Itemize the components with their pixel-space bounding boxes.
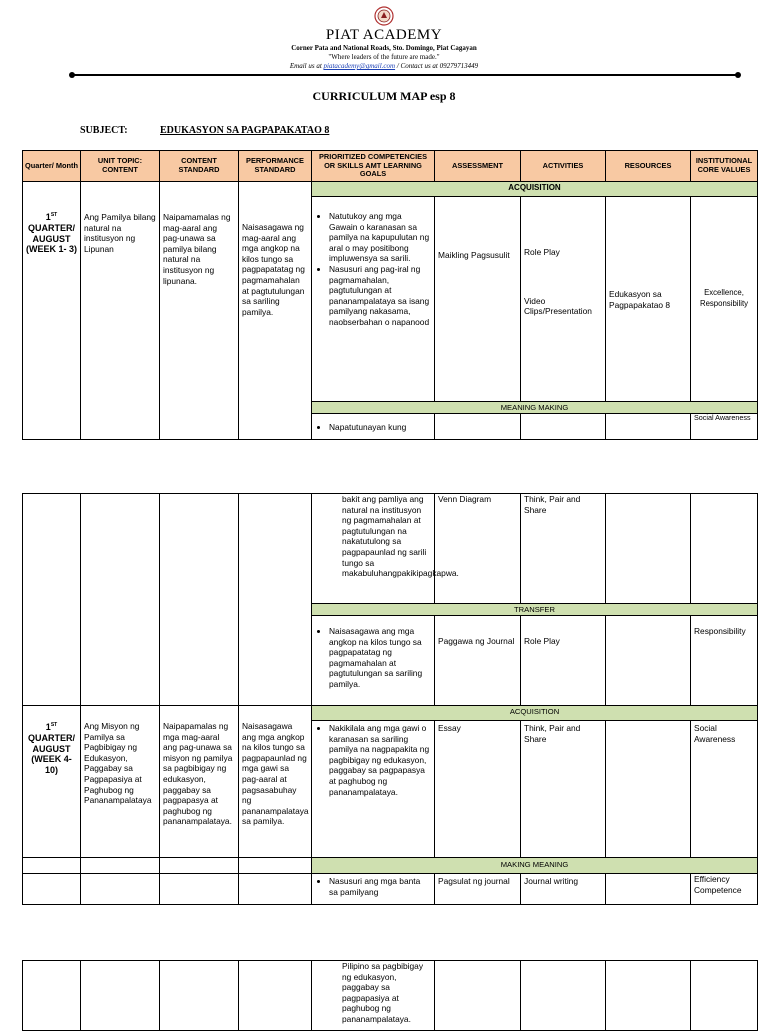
mm-resources-cell (606, 414, 691, 440)
acq-resources-cell (606, 721, 691, 858)
core-values-cell: Excellence, Responsibility (691, 197, 758, 402)
quarter-cell-empty (23, 494, 81, 706)
making-meaning-bar: MAKING MEANING (312, 858, 758, 874)
quarter-cell-empty (23, 961, 81, 1031)
content-standard-cell-empty (160, 858, 239, 874)
unit-topic-cell-empty (81, 858, 160, 874)
competency-cont-cell: bakit ang pamliya ang natural na institusyon ng pagmamahalan at pagtutulungan na nakatutulong sa pagpapaunlad ng sarili tungo sa makabuluhangpakikipagkapwa. (312, 494, 435, 604)
content-standard-cell-empty (160, 874, 239, 905)
transfer-assessment-cell: Paggawa ng Journal (435, 616, 521, 706)
mm-assessment-cell: Pagsulat ng journal (435, 874, 521, 905)
transfer-activities-cell: Role Play (521, 616, 606, 706)
competency-cont-cell: Pilipino sa pagbibigay ng edukasyon, paggabay sa pagpapasiya at paghubog ng pananampalataya. (312, 961, 435, 1031)
school-header (0, 6, 768, 71)
col-header-unit: UNIT TOPIC: CONTENT (81, 151, 160, 182)
assessment-cell: Maikling Pagsusulit (435, 197, 521, 402)
email-link[interactable]: piatacademy@gmail.com (323, 62, 396, 70)
performance-standard-cell-empty (239, 858, 312, 874)
content-standard-cell-empty (160, 494, 239, 706)
acquisition-bar: ACQUISITION (312, 706, 758, 721)
acquisition-bar: ACQUISITION (312, 182, 758, 197)
transfer-values-cell: Responsibility (691, 616, 758, 706)
performance-standard-cell-empty (239, 874, 312, 905)
content-standard-cell-empty (160, 961, 239, 1031)
quarter-cell (23, 706, 81, 858)
performance-standard-cell: Naisasagawa ang mga angkop na kilos tungo sa pagpapaunlad ng mga gawi sa pag-aaral at pagsasabuhay ng pananampalataya sa pamilya. (239, 706, 312, 858)
competency-item: • Nasusuri ang mga banta sa pamilyang (329, 876, 431, 897)
activity-item: Video Clips/Presentation (524, 295, 592, 317)
col-header-content: CONTENT STANDARD (160, 151, 239, 182)
col-header-resources: RESOURCES (606, 151, 691, 182)
content-standard-cell: Naipapamalas ng mga mag-aaral ang pag-unawa sa misyon ng pamilya sa pagbibigay ng edukasyon, paggabay sa pagpapasya at paghubog ng pananampalataya. (160, 706, 239, 858)
activities-cell (521, 197, 606, 402)
mm-resources-cell (606, 874, 691, 905)
school-motto: "Where leaders of the future are made." (328, 53, 440, 61)
acq-assessment-cell: Essay (435, 721, 521, 858)
col-header-activities: ACTIVITIES (521, 151, 606, 182)
quarter-number: 1 (45, 212, 51, 222)
unit-topic-cell: Ang Pamilya bilang natural na institusyon ng Lipunan (81, 182, 160, 440)
curriculum-table-2 (22, 493, 758, 905)
transfer-resources-cell (606, 616, 691, 706)
competency-item: • Naisasagawa ang mga angkop na kilos tungo sa pagpapatatag ng pagmamahalan at pagtutulungan sa sariling pamilya. (329, 626, 431, 690)
activities-cell: Think, Pair and Share (521, 494, 606, 604)
mm-values-cell: Efficiency Competence (691, 874, 758, 905)
quarter-suffix: ST (50, 722, 58, 728)
col-header-quarter: Quarter/ Month (23, 151, 81, 182)
competency-cell (312, 197, 435, 402)
assessment-cell-empty (435, 961, 521, 1031)
assessment-cell: Venn Diagram (435, 494, 521, 604)
quarter-cell-empty (23, 858, 81, 874)
rule-right-dot (735, 72, 741, 78)
subject-label: SUBJECT: (80, 125, 128, 136)
resources-cell-empty (606, 961, 691, 1031)
performance-standard-cell-empty (239, 494, 312, 706)
curriculum-table-1 (22, 150, 758, 440)
school-seal-icon (374, 6, 394, 26)
col-header-performance: PERFORMANCE STANDARD (239, 151, 312, 182)
quarter-cell (23, 182, 81, 440)
document-title: CURRICULUM MAP esp 8 (312, 89, 456, 103)
acq-competency-cell (312, 721, 435, 858)
competency-item: • Nakikilala ang mga gawi o karanasan sa sariling pamilya na nagpapakita ng pagbibigay ng edukasyon, paggabay sa pagpapasya at paghubog ng pananampalataya. (329, 723, 431, 797)
activity-item: Role Play (524, 247, 560, 257)
unit-topic-cell-empty (81, 961, 160, 1031)
activities-cell-empty (521, 961, 606, 1031)
competency-item: • Nasusuri ang pag-iral ng pagmamahalan, pagtutulungan at pananampalataya sa isang pamilyang nakasama, naobserbahan o napanood (329, 264, 431, 328)
core-values-cell (691, 494, 758, 604)
mm-activities-cell: Journal writing (521, 874, 606, 905)
col-header-values: INSTITUTIONAL CORE VALUES (691, 151, 758, 182)
competency-item: • Natutukoy ang mga Gawain o karanasan sa pamilya na kapupulutan ng aral o may positibong impluwensya sa sarili. (329, 211, 431, 264)
resources-cell (606, 494, 691, 604)
unit-topic-cell-empty (81, 874, 160, 905)
meaning-making-bar: MEANING MAKING (312, 402, 758, 414)
school-address: Corner Pata and National Roads, Sto. Domingo, Piat Cagayan (291, 44, 477, 52)
acq-activities-cell: Think, Pair and Share (521, 721, 606, 858)
contact-line (0, 62, 768, 71)
unit-topic-cell-empty (81, 494, 160, 706)
unit-topic-cell: Ang Misyon ng Pamilya sa Pagbibigay ng Edukasyon, Paggabay sa Pagpapasiya at Paghubog ng Pananampalataya (81, 706, 160, 858)
mm-competency-cell (312, 874, 435, 905)
curriculum-table-3 (22, 960, 758, 1031)
header-rule (72, 74, 738, 76)
email-prefix: Email us at (289, 62, 322, 70)
competency-item: • Napatutunayan kung (329, 422, 431, 433)
mm-competency-cell (312, 414, 435, 440)
mm-values-cell: Social Awareness (691, 414, 758, 440)
resources-cell: Edukasyon sa Pagpapakatao 8 (606, 197, 691, 402)
quarter-text: QUARTER/ AUGUST (WEEK 1- 3) (26, 222, 78, 255)
quarter-number: 1 (45, 722, 51, 732)
transfer-competency-cell (312, 616, 435, 706)
col-header-assessment: ASSESSMENT (435, 151, 521, 182)
performance-standard-cell: Naisasagawa ng mag-aaral ang mga angkop na kilos tungo sa pagpapatatag ng pagmamahalan at pagtutulungan sa sariling pamilya. (239, 182, 312, 440)
core-values-cell-empty (691, 961, 758, 1031)
school-name: PIAT ACADEMY (325, 27, 443, 43)
mm-assessment-cell (435, 414, 521, 440)
subject-value: EDUKASYON SA PAGPAPAKATAO 8 (160, 125, 330, 136)
transfer-bar: TRANSFER (312, 604, 758, 616)
quarter-cell-empty (23, 874, 81, 905)
contact-number: / Contact us at 09279713449 (396, 62, 479, 70)
mm-activities-cell (521, 414, 606, 440)
performance-standard-cell-empty (239, 961, 312, 1031)
col-header-competencies: PRIORITIZED COMPETENCIES OR SKILLS AMT LEARNING GOALS (312, 151, 435, 182)
quarter-suffix: ST (50, 212, 58, 218)
quarter-text: QUARTER/ AUGUST (WEEK 4- 10) (28, 732, 75, 776)
content-standard-cell: Naipamamalas ng mag-aaral ang pag-unawa sa pamilya bilang natural na institusyon ng lipunana. (160, 182, 239, 440)
acq-values-cell: Social Awareness (691, 721, 758, 858)
